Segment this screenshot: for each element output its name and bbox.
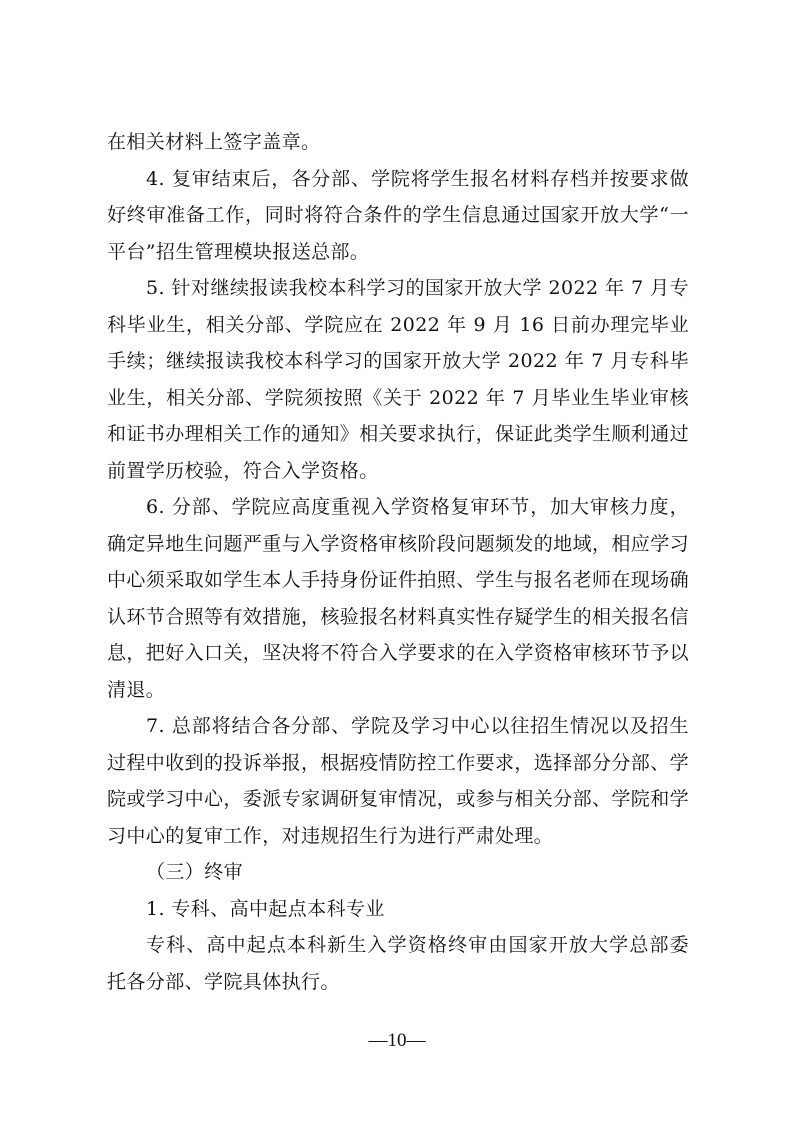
page-number: —10— — [368, 1030, 426, 1051]
paragraph-item-6: 6. 分部、学院应高度重视入学资格复审环节，加大审核力度，确定异地生问题严重与入学资格审核阶段问题频发的地域，相应学习中心须采取如学生本人手持身份证件拍照、学生与报名老师在现场确认环节合照等有效措施，核验报名材料真实性存疑学生的相关报名信息，把好入口关，坚决将不符合入学要求的在入学资格审核环节予以清退。 — [107, 496, 690, 701]
paragraph-item-4: 4. 复审结束后，各分部、学院将学生报名材料存档并按要求做好终审准备工作，同时将符合条件的学生信息通过国家开放大学“一平台”招生管理模块报送总部。 — [107, 167, 689, 263]
subsection-heading-1: 1. 专科、高中起点本科专业 — [146, 897, 385, 920]
paragraph-subsection-1-body: 专科、高中起点本科新生入学资格终审由国家开放大学总部委托各分部、学院具体执行。 — [107, 934, 689, 993]
paragraph-continuation: 在相关材料上签字盖章。 — [107, 131, 321, 153]
paragraph-item-5: 5. 针对继续报读我校本科学习的国家开放大学 2022 年 7 月专科毕业生，相关分部、学院应在 2022 年 9 月 16 日前办理完毕业手续；继续报读我校本科学习的国家开放大学 2022 年 7 月专科毕业生，相关分部、学院须按照《关于 2022 年 7 月毕业生毕业审核和证书办理相关工作的通知》相关要求执行，保证此类学生顺利通过前置学历校验，符合入学资格。 — [107, 277, 690, 482]
document-body — [107, 124, 689, 1000]
paragraph-item-7: 7. 总部将结合各分部、学院及学习中心以往招生情况以及招生过程中收到的投诉举报，根据疫情防控工作要求，选择部分分部、学院或学习中心，委派专家调研复审情况，或参与相关分部、学院和学习中心的复审工作，对违规招生行为进行严肃处理。 — [107, 715, 690, 847]
section-heading-final-review: （三）终审 — [146, 861, 244, 883]
